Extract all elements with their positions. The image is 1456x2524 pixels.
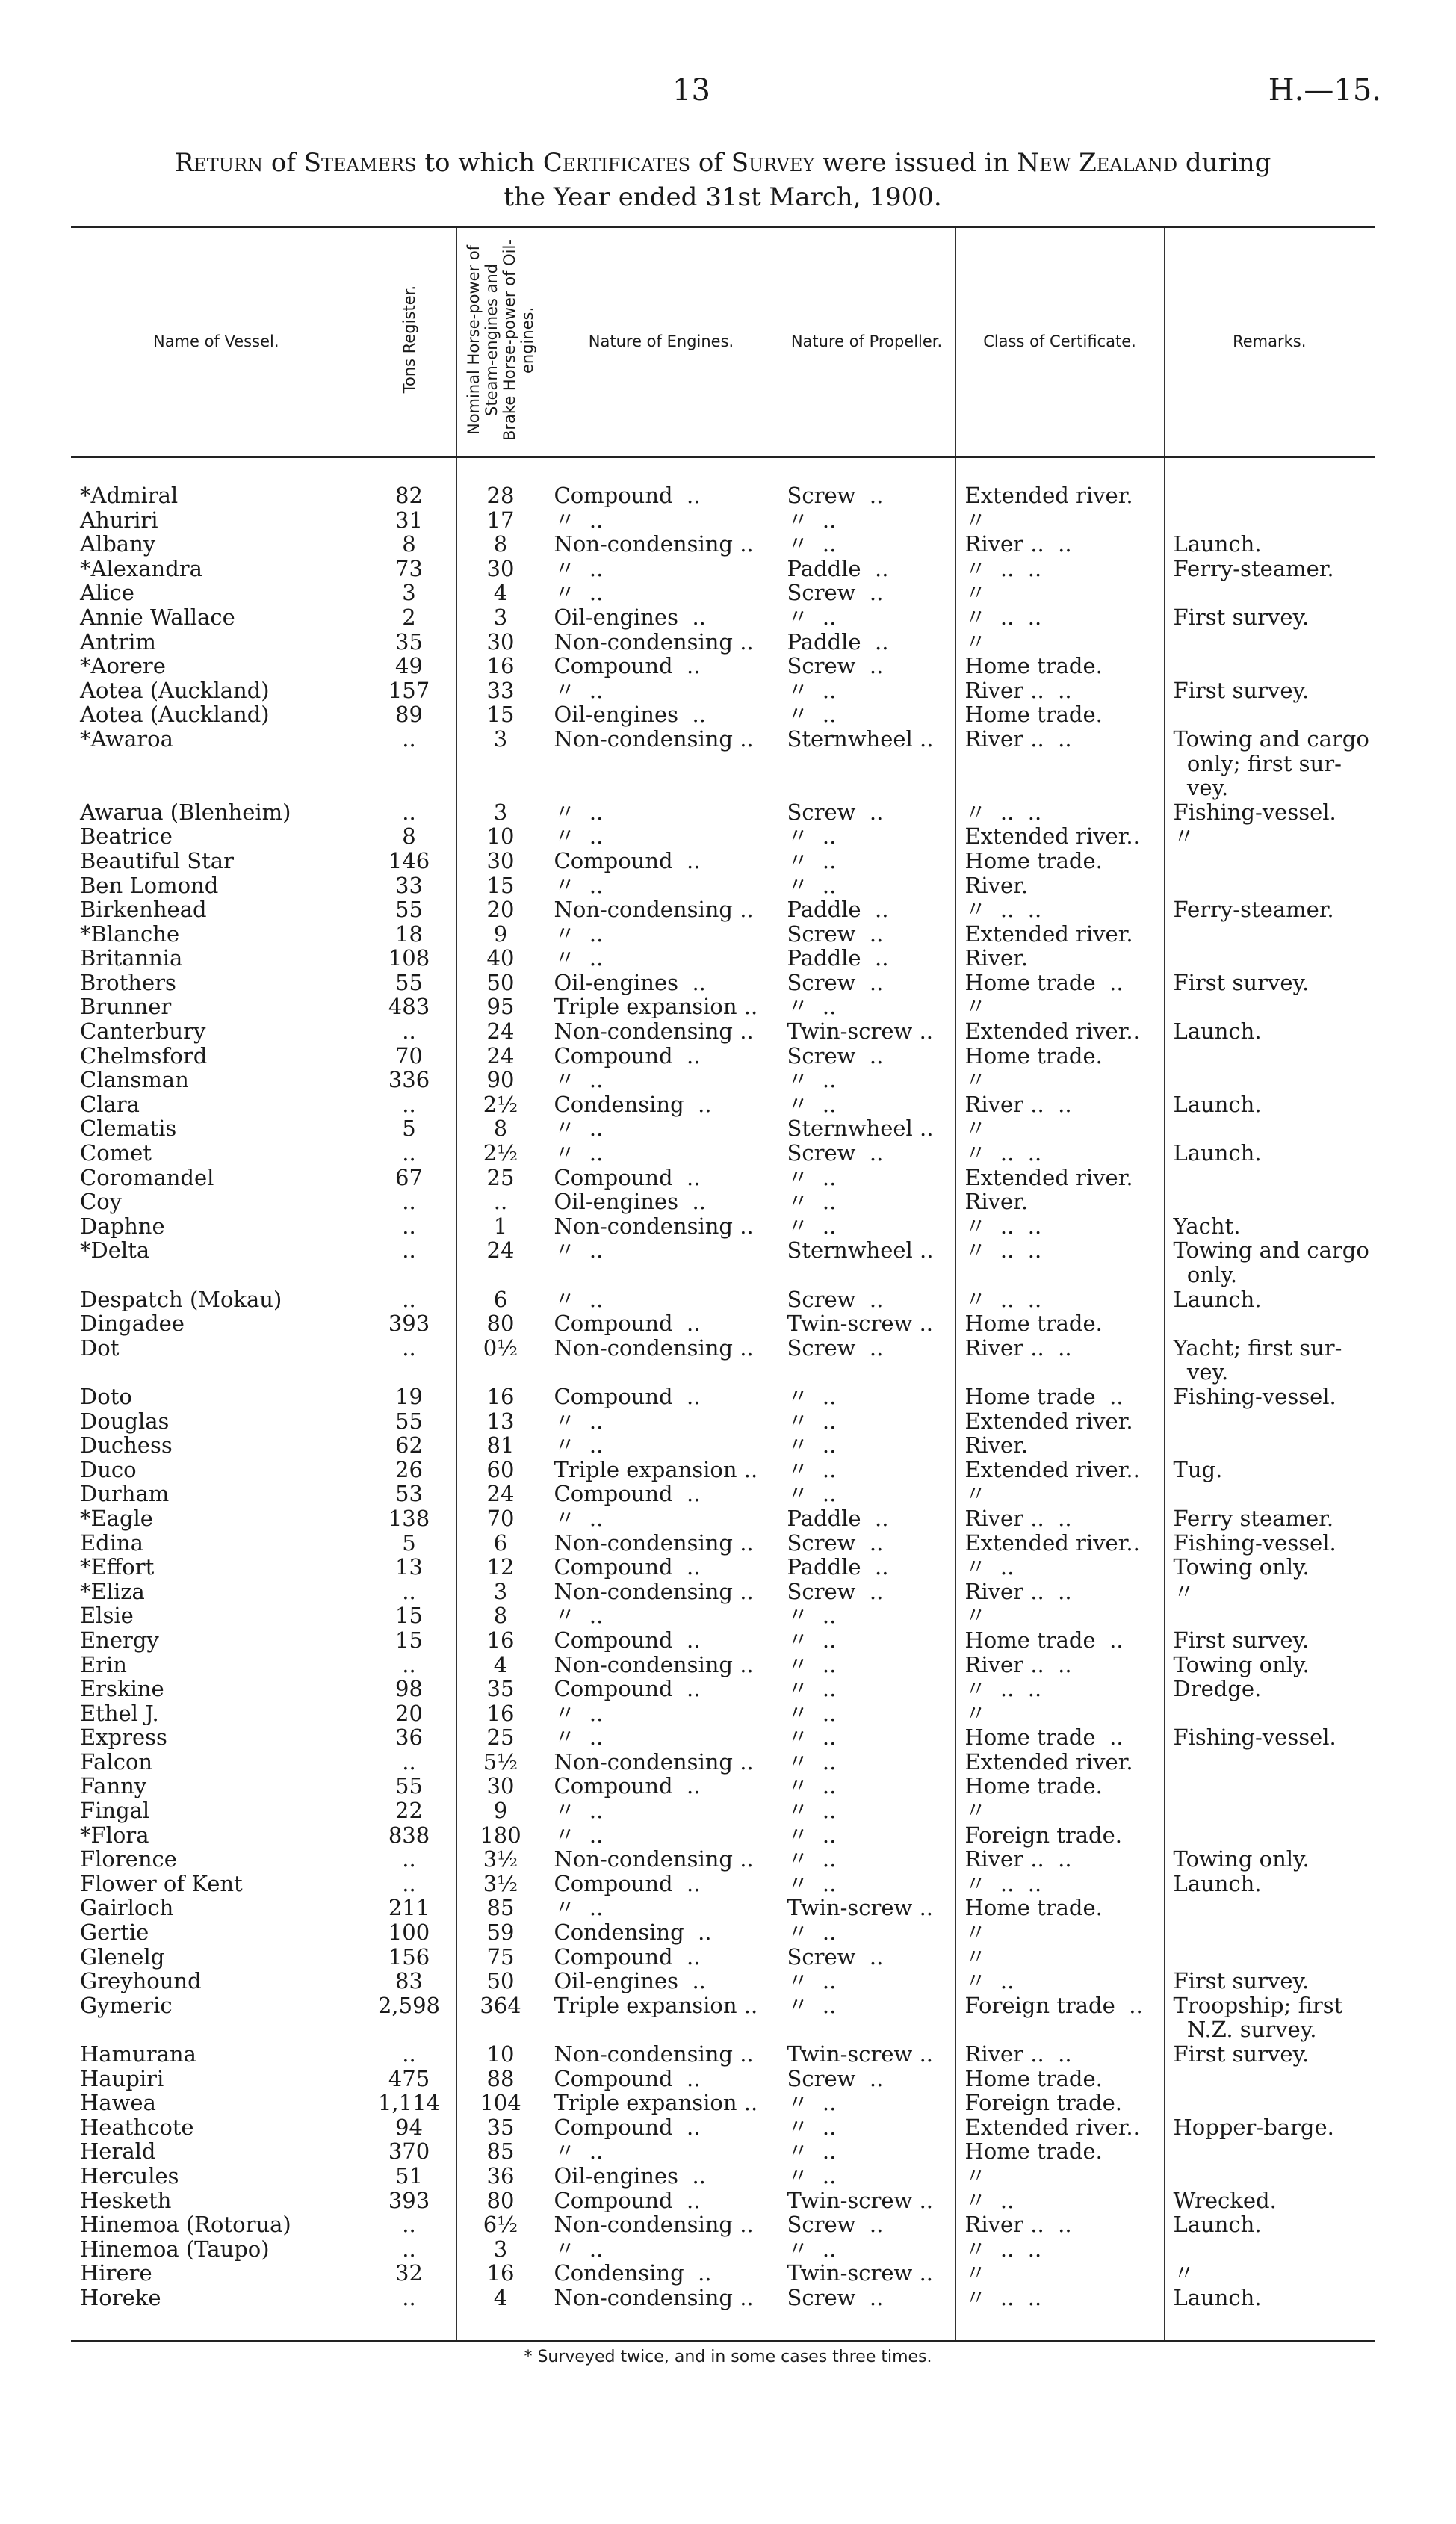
table-body-row [71,457,1375,2341]
title-line-2: the Year ended 31st March, 1900. [504,182,942,212]
page-number: 13 [672,73,710,108]
horsepower-column: 28 17 8 30 4 3 30 16 33 15 3 3 10 30 15 20 9 40 50 95 24 24 90 2½ 8 2½ 25 .. 1 24 6 80 0½ 16 13 81 60 24 70 6 12 3 8 16 4 35 16 25 5½ 30 9 180 3½ 3½ 85 59 75 50 364 10 88 104 35 85 36 80 6½ 3 16 4 [456,457,545,2341]
tons-column: 82 31 8 73 3 2 35 49 157 89 .. .. 8 146 33 55 18 108 55 483 .. 70 336 .. 5 .. 67 .. .. .. .. 393 .. 19 55 62 26 53 138 5 13 .. 15 15 .. 98 20 36 .. 55 22 838 .. .. 211 100 156 83 2,598 .. 475 1,114 94 370 51 393 .. .. 32 .. [362,457,456,2341]
col-header-tons: Tons Register. [362,227,456,457]
propeller-column: Screw .. 〃 .. 〃 .. Paddle .. Screw .. 〃 .. Paddle .. Screw .. 〃 .. 〃 .. Sternwheel .. Screw .. 〃 .. 〃 .. 〃 .. Paddle .. Screw .. Paddle .. Screw .. 〃 .. Twin-screw .. Screw .. 〃 .. 〃 .. Sternwheel .. Screw .. 〃 .. 〃 .. 〃 .. Sternwheel .. Screw .. Twin-screw .. Screw .. 〃 .. 〃 .. 〃 .. 〃 .. 〃 .. Paddle .. Screw .. Paddle .. Screw .. 〃 .. 〃 .. 〃 .. 〃 .. 〃 .. 〃 .. 〃 .. 〃 .. 〃 .. 〃 .. 〃 .. 〃 .. Twin-screw .. 〃 .. Screw .. 〃 .. 〃 .. Twin-screw .. Screw .. 〃 .. 〃 .. 〃 .. 〃 .. Twin-screw .. Screw .. 〃 .. Twin-screw .. Screw .. [778,457,955,2341]
paper-code: H.—15. [1268,73,1381,108]
col-header-certificate: Class of Certificate. [955,227,1164,457]
col-header-engines: Nature of Engines. [545,227,778,457]
table-header-row [71,227,1375,457]
steamers-table [71,226,1375,2342]
col-header-name: Name of Vessel. [71,227,362,457]
vessel-names-column: *Admiral Ahuriri Albany *Alexandra Alice Annie Wallace Antrim *Aorere Aotea (Auckland) Aotea (Auckland) *Awaroa Awarua (Blenheim) Beatrice Beautiful Star Ben Lomond Birkenhead *Blanche Britannia Brothers Brunner Canterbury Chelmsford Clansman Clara Clematis Comet Coromandel Coy Daphne *Delta Despatch (Mokau) Dingadee Dot Doto Douglas Duchess Duco Durham *Eagle Edina *Effort *Eliza Elsie Energy Erin Erskine Ethel J. Express Falcon Fanny Fingal *Flora Florence Flower of Kent Gairloch Gertie Glenelg Greyhound Gymeric Hamurana Haupiri Hawea Heathcote Herald Hercules Hesketh Hinemoa (Rotorua) Hinemoa (Taupo) Hirere Horeke [71,457,362,2341]
footnote: * Surveyed twice, and in some cases three times. [524,2348,932,2366]
engines-column: Compound .. 〃 .. Non-condensing .. 〃 .. 〃 .. Oil-engines .. Non-condensing .. Compound .. 〃 .. Oil-engines .. Non-condensing .. 〃 .. 〃 .. Compound .. 〃 .. Non-condensing .. 〃 .. 〃 .. Oil-engines .. Triple expansion .. Non-condensing .. Compound .. 〃 .. Condensing .. 〃 .. 〃 .. Compound .. Oil-engines .. Non-condensing .. 〃 .. 〃 .. Compound .. Non-condensing .. Compound .. 〃 .. 〃 .. Triple expansion .. Compound .. 〃 .. Non-condensing .. Compound .. Non-condensing .. 〃 .. Compound .. Non-condensing .. Compound .. 〃 .. 〃 .. Non-condensing .. Compound .. 〃 .. 〃 .. Non-condensing .. Compound .. 〃 .. Condensing .. Compound .. Oil-engines .. Triple expansion .. Non-condensing .. Compound .. Triple expansion .. Compound .. 〃 .. Oil-engines .. Compound .. Non-condensing .. 〃 .. Condensing .. Non-condensing .. [545,457,778,2341]
col-header-horsepower: Nominal Horse-power of Steam-engines and Brake Horse-power of Oil-engines. [456,227,545,457]
page-title: Return of Steamers to which Certificates of Survey were issued in New Zealand during the Year ended 31st March, 1900. [174,148,1271,212]
col-header-remarks: Remarks. [1164,227,1375,457]
certificate-column: Extended river. 〃 River .. .. 〃 .. .. 〃 〃 .. .. 〃 Home trade. River .. .. Home trade. River .. .. 〃 .. .. Extended river.. Home trade. River. 〃 .. .. Extended river. River. Home trade .. 〃 Extended river.. Home trade. 〃 River .. .. 〃 〃 .. .. Extended river. River. 〃 .. .. 〃 .. .. 〃 .. .. Home trade. River .. .. Home trade .. Extended river. River. Extended river.. 〃 River .. .. Extended river.. 〃 .. River .. .. 〃 Home trade .. River .. .. 〃 .. .. 〃 Home trade .. Extended river. Home trade. 〃 Foreign trade. River .. .. 〃 .. .. Home trade. 〃 〃 〃 .. Foreign trade .. River .. .. Home trade. Foreign trade. Extended river.. Home trade. 〃 〃 .. River .. .. 〃 .. .. 〃 〃 .. .. [955,457,1164,2341]
remarks-column: Launch. Ferry-steamer. First survey. First survey. Towing and cargo only; first sur- vey. Fishing-vessel. 〃 Ferry-steamer. First survey. Launch. Launch. Launch. Yacht. Towing and cargo only. Launch. Yacht; first sur- vey. Fishing-vessel. Tug. Ferry steamer. Fishing-vessel. Towing only. 〃 First survey. Towing only. Dredge. Fishing-vessel. Towing only. Launch. First survey. Troopship; first N.Z. survey. First survey. Hopper-barge. Wrecked. Launch. 〃 Launch. [1164,457,1375,2341]
col-header-propeller: Nature of Propeller. [778,227,955,457]
